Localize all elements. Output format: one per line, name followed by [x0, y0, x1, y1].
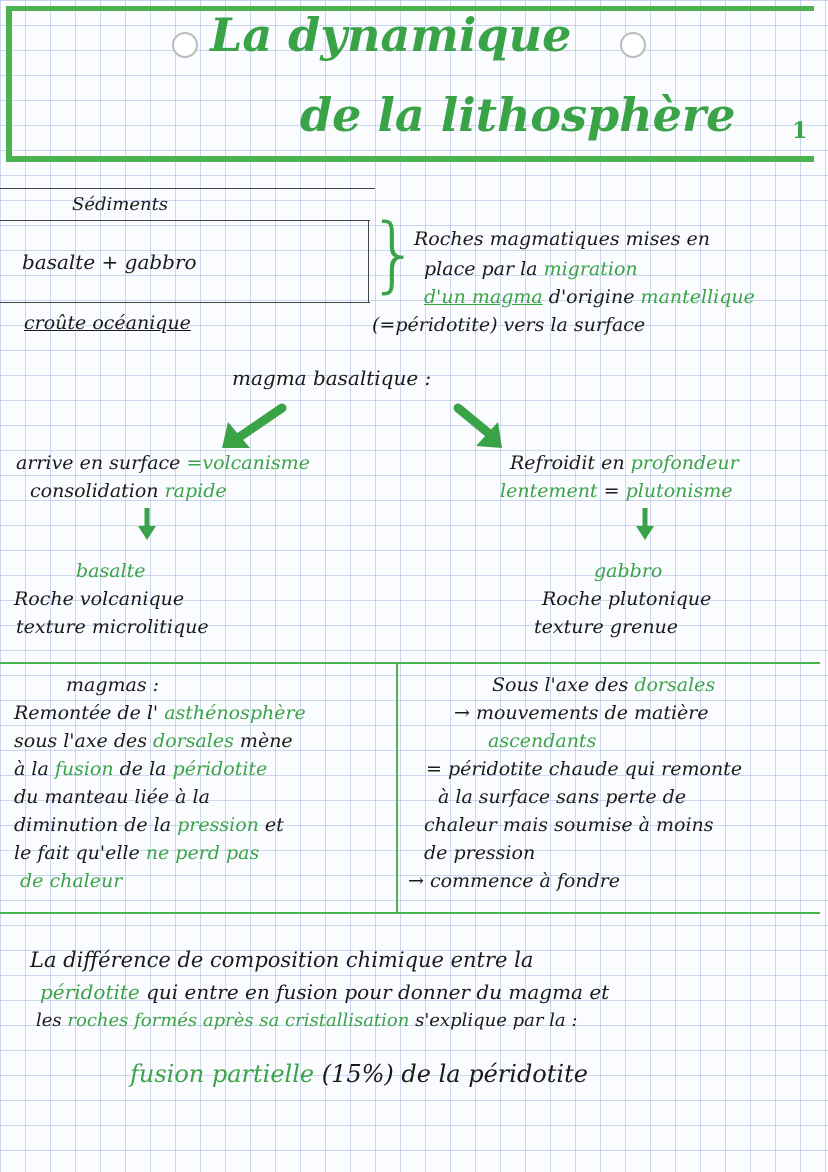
section-divider [396, 662, 398, 912]
page-title-line1: La dynamique [210, 8, 572, 62]
plutonic-rock-type: Roche plutonique [542, 588, 712, 610]
conclusion-line1: La différence de composition chimique entre la [30, 948, 534, 972]
volcanic-texture: texture microlitique [16, 616, 209, 638]
magmas-line3: à la fusion de la péridotite [14, 758, 268, 780]
origin-line4: (=péridotite) vers la surface [372, 314, 646, 336]
magmas-heading: magmas : [66, 674, 160, 696]
plutonic-texture: texture grenue [534, 616, 679, 638]
page-title-line2: de la lithosphère [300, 88, 736, 142]
rocks-line [0, 302, 370, 303]
origin-line3: d'un magma d'origine mantellique [424, 286, 755, 308]
crust-top-line [0, 188, 375, 189]
ridges-line3: ascendants [488, 730, 597, 752]
plutonic-line2: lentement = plutonisme [500, 480, 733, 502]
brace-icon: } [368, 207, 421, 302]
magmas-line2: sous l'axe des dorsales mène [14, 730, 293, 752]
punch-hole-right [620, 32, 646, 58]
ridges-line5: à la surface sans perte de [438, 786, 687, 808]
page-number: 1 [792, 118, 808, 144]
magma-heading: magma basaltique : [232, 366, 432, 390]
origin-line1: Roches magmatiques mises en [414, 228, 711, 250]
section-line-bottom [0, 912, 820, 914]
sediments-line [0, 220, 370, 221]
magmas-line7: de chaleur [20, 870, 123, 892]
plutonic-line1: Refroidit en profondeur [510, 452, 739, 474]
sediments-label: Sédiments [72, 194, 169, 215]
ridges-line6: chaleur mais soumise à moins [424, 814, 714, 836]
ridges-line1: Sous l'axe des dorsales [492, 674, 716, 696]
ridges-line8: → commence à fondre [408, 870, 621, 892]
origin-line2: place par la migration [424, 258, 638, 280]
basalt-label: basalte [76, 560, 146, 582]
ridges-line7: de pression [424, 842, 536, 864]
arrow-left-icon [220, 400, 290, 452]
ridges-line4: = péridotite chaude qui remonte [426, 758, 743, 780]
gabbro-label: gabbro [594, 560, 663, 582]
volcanic-rock-type: Roche volcanique [14, 588, 185, 610]
magmas-line6: le fait qu'elle ne perd pas [14, 842, 260, 864]
ridges-line2: → mouvements de matière [454, 702, 709, 724]
rocks-label: basalte + gabbro [22, 250, 197, 274]
section-line-top [0, 662, 820, 664]
volcanic-line2: consolidation rapide [30, 480, 227, 502]
arrow-down-icon [634, 506, 656, 542]
magmas-line4: du manteau liée à la [14, 786, 210, 808]
volcanic-line1: arrive en surface =volcanisme [16, 452, 310, 474]
magmas-line5: diminution de la pression et [14, 814, 284, 836]
arrow-right-icon [452, 400, 512, 452]
punch-hole-left [172, 32, 198, 58]
arrow-down-icon [136, 506, 158, 542]
magmas-line1: Remontée de l' asthénosphère [14, 702, 306, 724]
oceanic-crust-label: croûte océanique [24, 312, 191, 334]
conclusion-line2: péridotite qui entre en fusion pour donner du magma et [40, 980, 610, 1004]
conclusion-line3: les roches formés après sa cristallisation s'explique par la : [36, 1010, 578, 1031]
conclusion-line4: fusion partielle (15%) de la péridotite [130, 1060, 588, 1088]
